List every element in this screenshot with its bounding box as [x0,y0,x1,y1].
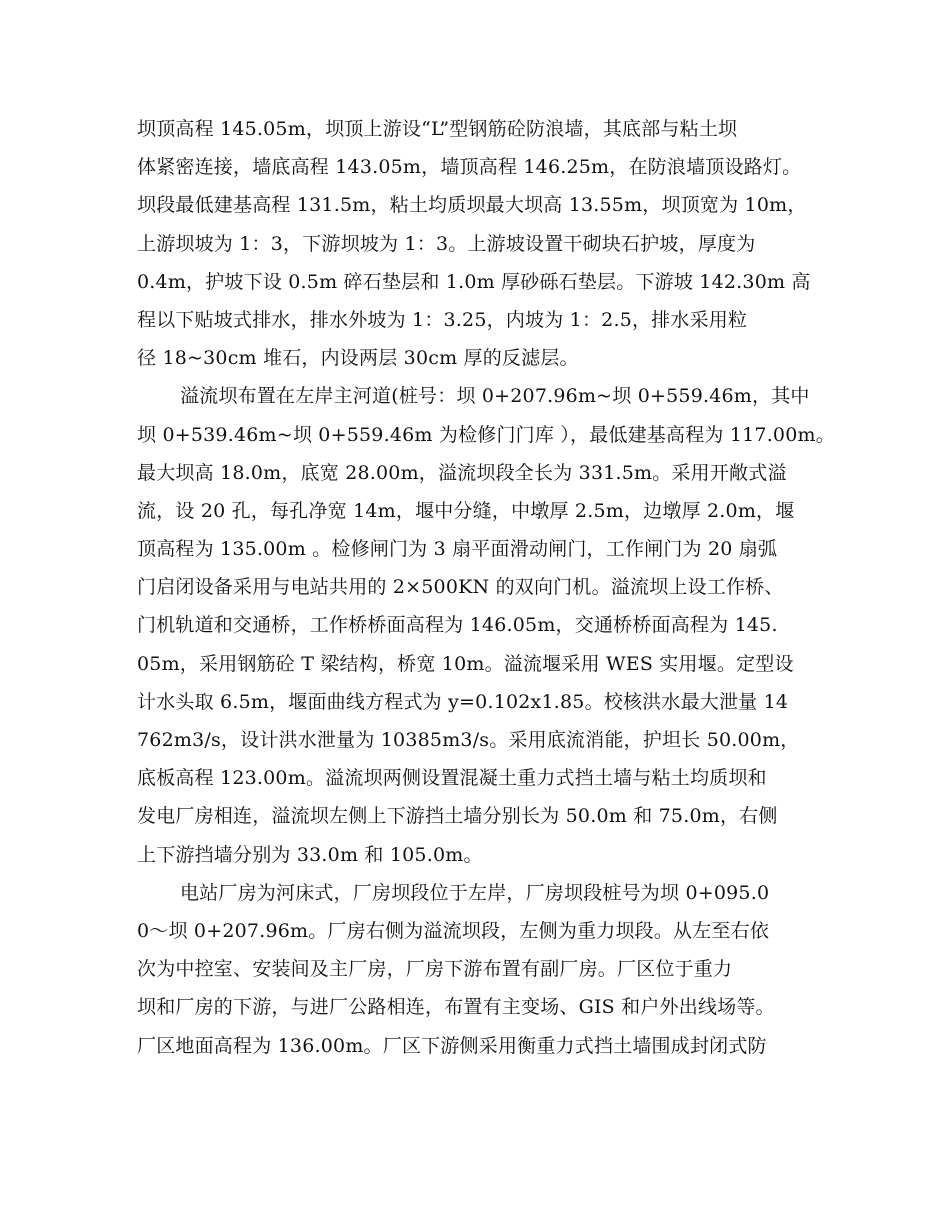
text-line: 门机轨道和交通桥，工作桥桥面高程为 146.05m，交通桥桥面高程为 145. [137,614,778,637]
text-line: 坝段最低建基高程 131.5m，粘土均质坝最大坝高 13.55m，坝顶宽为 10m， [137,194,807,217]
text-line: 0～坝 0+207.96m。厂房右侧为溢流坝段，左侧为重力坝段。从左至右依 [137,919,770,942]
document-page [137,110,857,1065]
paragraph-spillway-dam [137,377,857,873]
text-line: 门启闭设备采用与电站共用的 2×500KN 的双向门机。溢流坝上设工作桥、 [137,576,784,599]
text-line: 顶高程为 135.00m 。检修闸门为 3 扇平面滑动闸门，工作闸门为 20 扇弧 [137,538,778,561]
text-line: 上游坝坡为 1：3，下游坝坡为 1：3。上游坡设置干砌块石护坡，厚度为 [137,232,756,255]
paragraph-powerhouse [137,874,857,1065]
text-line: 05m，采用钢筋砼 T 梁结构，桥宽 10m。溢流堰采用 WES 实用堰。定型设 [137,652,794,675]
text-line: 坝 0+539.46m~坝 0+559.46m 为检修门门库 ），最低建基高程为 117.00m。 [137,423,835,446]
text-line-indented: 溢流坝布置在左岸主河道(桩号：坝 0+207.96m~坝 0+559.46m，其中 [180,385,810,408]
text-line: 发电厂房相连，溢流坝左侧上下游挡土墙分别长为 50.0m 和 75.0m，右侧 [137,805,778,828]
text-line: 坝和厂房的下游，与进厂公路相连，布置有主变场、GIS 和户外出线场等。 [137,996,775,1019]
text-line: 流，设 20 孔，每孔净宽 14m，堰中分缝，中墩厚 2.5m，边墩厚 2.0m，堰 [137,499,795,522]
text-line: 程以下贴坡式排水，排水外坡为 1：3.25，内坡为 1：2.5，排水采用粒 [137,308,748,331]
text-line: 体紧密连接，墙底高程 143.05m，墙顶高程 146.25m，在防浪墙顶设路灯。 [137,156,802,179]
paragraph-dam-crest [137,110,857,377]
text-line: 坝顶高程 145.05m，坝顶上游设“L”型钢筋砼防浪墙，其底部与粘土坝 [137,118,738,140]
text-line: 径 18~30cm 堆石，内设两层 30cm 厚的反滤层。 [137,347,579,370]
text-line: 次为中控室、安装间及主厂房，厂房下游布置有副厂房。厂区位于重力 [137,958,733,981]
text-line-indented: 电站厂房为河床式，厂房坝段位于左岸，厂房坝段桩号为坝 0+095.0 [180,881,770,904]
text-line: 最大坝高 18.0m，底宽 28.00m，溢流坝段全长为 331.5m。采用开敞式溢 [137,461,787,484]
text-line: 0.4m，护坡下设 0.5m 碎石垫层和 1.0m 厚砂砾石垫层。下游坡 142.30m 高 [137,270,811,293]
text-line: 厂区地面高程为 136.00m。厂区下游侧采用衡重力式挡土墙围成封闭式防 [137,1034,767,1057]
text-line: 762m3/s，设计洪水泄量为 10385m3/s。采用底流消能，护坦长 50.00m， [137,729,800,751]
text-line: 底板高程 123.00m。溢流坝两侧设置混凝土重力式挡土墙与粘土均质坝和 [137,767,767,790]
text-line: 计水头取 6.5m，堰面曲线方程式为 y=0.102x1.85。校核洪水最大泄量 14 [137,690,789,713]
text-line: 上下游挡墙分别为 33.0m 和 105.0m。 [137,843,483,866]
